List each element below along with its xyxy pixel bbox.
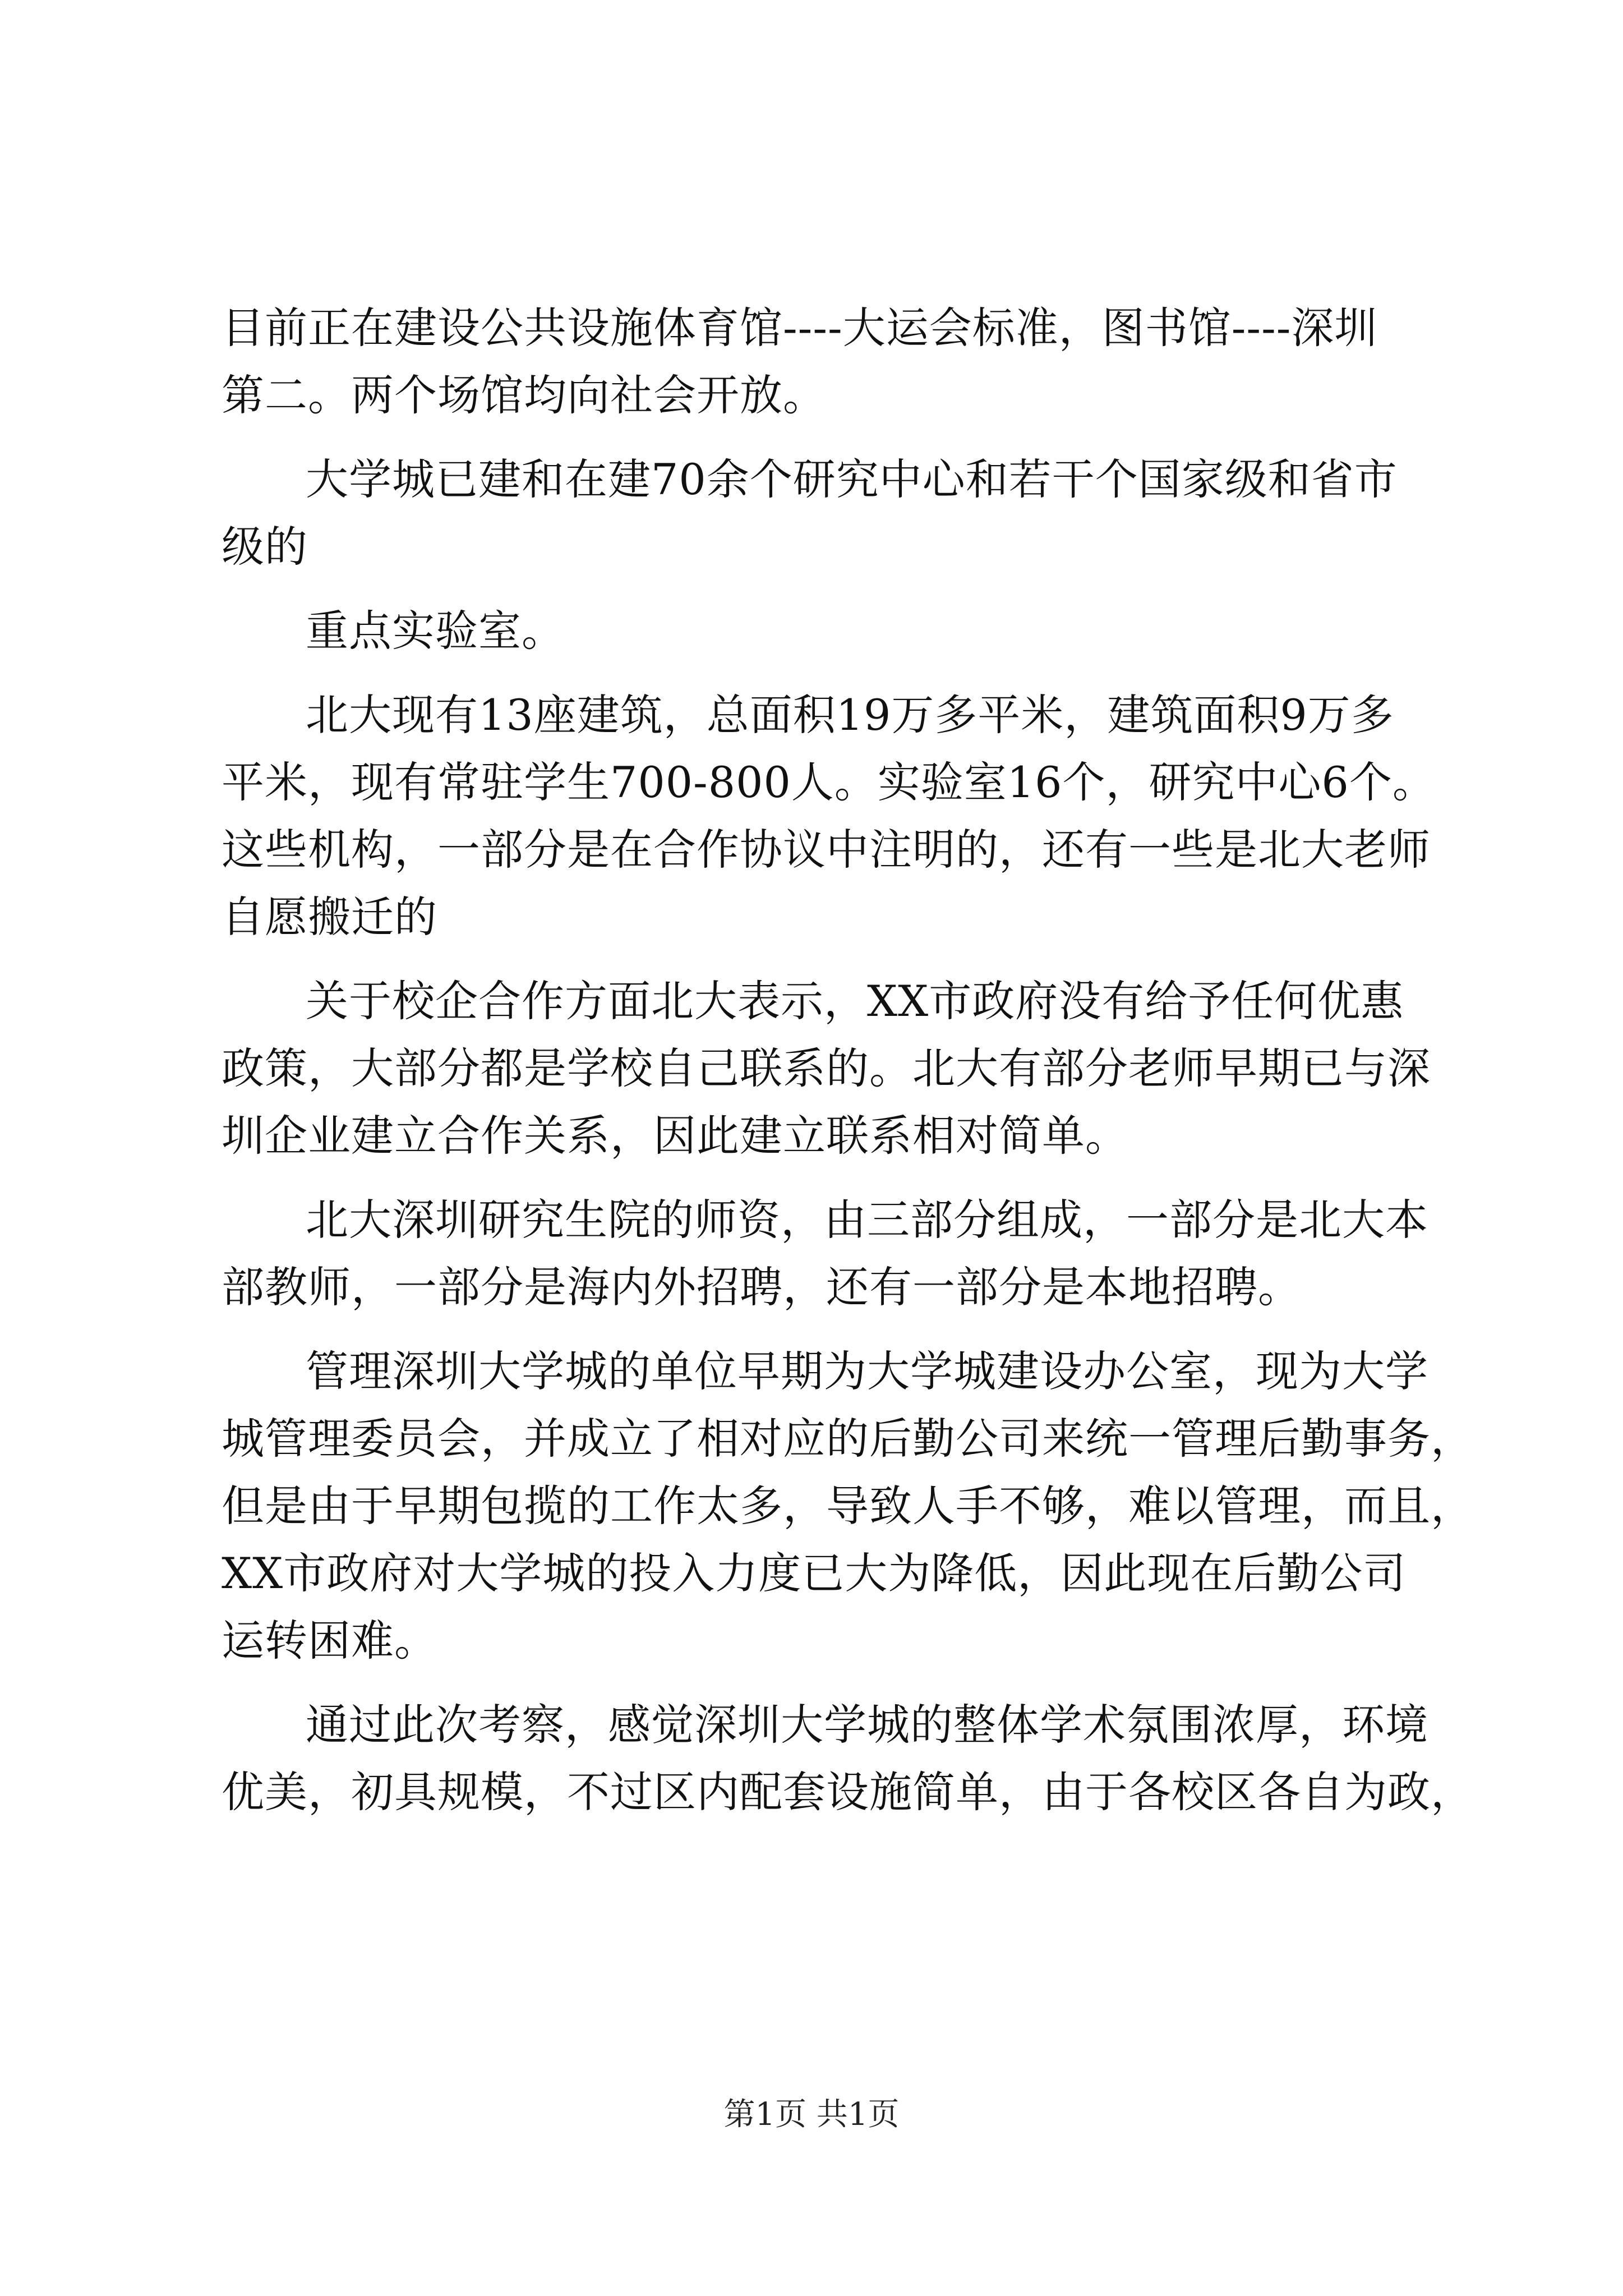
text-line: 政策，大部分都是学校自己联系的。北大有部分老师早期已与深 xyxy=(222,1043,1431,1093)
text-line: 优美，初具规模，不过区内配套设施简单，由于各校区各自为政， xyxy=(222,1767,1474,1817)
page-footer: 第1页 共1页 xyxy=(723,2096,900,2133)
paragraph-start-line: 重点实验室。 xyxy=(306,606,565,656)
text-line: 这些机构，一部分是在合作协议中注明的，还有一些是北大老师 xyxy=(222,825,1431,875)
document-body xyxy=(222,295,1474,1826)
text-line: 第二。两个场馆均向社会开放。 xyxy=(222,370,826,420)
paragraph-start-line: 管理深圳大学城的单位早期为大学城建设办公室，现为大学 xyxy=(306,1346,1428,1396)
text-line: 但是由于早期包揽的工作太多，导致人手不够，难以管理，而且， xyxy=(222,1481,1474,1531)
text-line: 城管理委员会，并成立了相对应的后勤公司来统一管理后勤事务， xyxy=(222,1414,1474,1464)
text-line: 部教师，一部分是海内外招聘，还有一部分是本地招聘。 xyxy=(222,1262,1301,1312)
paragraph-start-line: 北大现有13座建筑，总面积19万多平米，建筑面积9万多 xyxy=(306,690,1394,740)
paragraph-start-line: 关于校企合作方面北大表示，XX市政府没有给予任何优惠 xyxy=(306,976,1404,1026)
paragraph-start-line: 通过此次考察，感觉深圳大学城的整体学术氛围浓厚，环境 xyxy=(306,1700,1428,1750)
text-line: 目前正在建设公共设施体育馆----大运会标准，图书馆----深圳 xyxy=(222,303,1378,353)
paragraph-start-line: 北大深圳研究生院的师资，由三部分组成，一部分是北大本 xyxy=(306,1195,1428,1245)
text-line: XX市政府对大学城的投入力度已大为降低，因此现在后勤公司 xyxy=(222,1548,1407,1598)
text-line: 平米，现有常驻学生700-800人。实验室16个，研究中心6个。 xyxy=(222,757,1436,807)
paragraph-start-line: 大学城已建和在建70余个研究中心和若干个国家级和省市 xyxy=(306,454,1398,504)
text-line: 运转困难。 xyxy=(222,1616,437,1665)
text-line: 圳企业建立合作关系，因此建立联系相对简单。 xyxy=(222,1111,1128,1161)
text-line: 级的 xyxy=(222,522,308,572)
text-line: 自愿搬迁的 xyxy=(222,892,437,942)
